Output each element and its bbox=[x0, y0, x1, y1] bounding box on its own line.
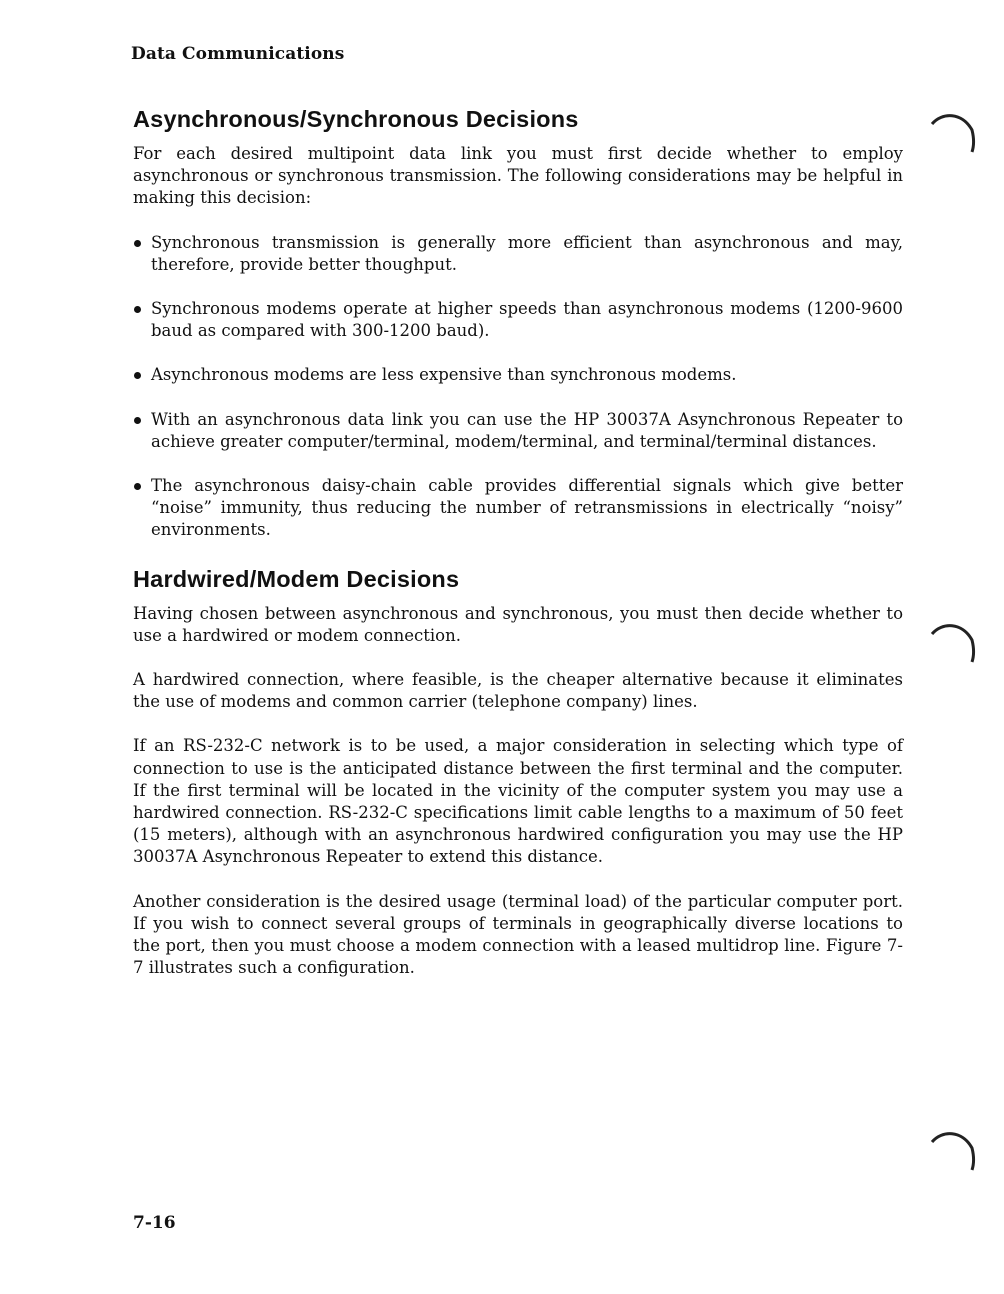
section-async-sync bbox=[133, 104, 903, 542]
section-hardwired-modem bbox=[133, 564, 903, 980]
paragraph: If an RS-232-C network is to be used, a major consideration in selecting which type of connection to use is the anticipated distance between the first terminal and the computer. If the first terminal will be located in the vicinity of the computer system you may use a hardwired connection. RS-232-C specifications limit cable lengths to a maximum of 50 feet (15 meters), although with an asynchronous hardwired configuration you may use the HP 30037A Asynchronous Repeater to extend this distance. bbox=[133, 736, 903, 867]
page-content bbox=[133, 104, 903, 979]
considerations-list bbox=[133, 232, 903, 542]
paragraph: Having chosen between asynchronous and synchronous, you must then decide whether to use a hardwired or modem connection. bbox=[133, 603, 903, 645]
section-heading: Asynchronous/Synchronous Decisions bbox=[133, 106, 579, 132]
binder-hole-mark-icon bbox=[928, 616, 978, 666]
binder-hole-mark-icon bbox=[928, 1124, 978, 1174]
paragraph: Another consideration is the desired usage (terminal load) of the particular computer port. If you wish to connect several groups of terminals in geographically diverse locations to the port, then you must choose a modem connection with a leased multidrop line. Figure 7-7 illustrates such a configuration. bbox=[133, 891, 903, 978]
binder-hole-mark-icon bbox=[928, 106, 978, 156]
list-item: Synchronous modems operate at higher speeds than asynchronous modems (1200-9600 baud as compared with 300-1200 baud). bbox=[133, 298, 903, 342]
running-header: Data Communications bbox=[131, 44, 345, 64]
paragraph: A hardwired connection, where feasible, is the cheaper alternative because it eliminates the use of modems and common carrier (telephone company) lines. bbox=[133, 670, 903, 712]
list-item: Asynchronous modems are less expensive than synchronous modems. bbox=[133, 364, 903, 386]
list-item: With an asynchronous data link you can use the HP 30037A Asynchronous Repeater to achieve greater computer/terminal, modem/terminal, and terminal/terminal distances. bbox=[133, 409, 903, 453]
page-number: 7-16 bbox=[133, 1213, 176, 1233]
section-heading: Hardwired/Modem Decisions bbox=[133, 565, 460, 592]
list-item: The asynchronous daisy-chain cable provides differential signals which give better “noise” immunity, thus reducing the number of retransmissions in electrically “noisy” environments. bbox=[133, 475, 903, 542]
intro-paragraph: For each desired multipoint data link you must first decide whether to employ asynchronous or synchronous transmission. The following considerations may be helpful in making this decision: bbox=[133, 144, 903, 208]
list-item: Synchronous transmission is generally more efficient than asynchronous and may, therefore, provide better thoughput. bbox=[133, 232, 903, 276]
